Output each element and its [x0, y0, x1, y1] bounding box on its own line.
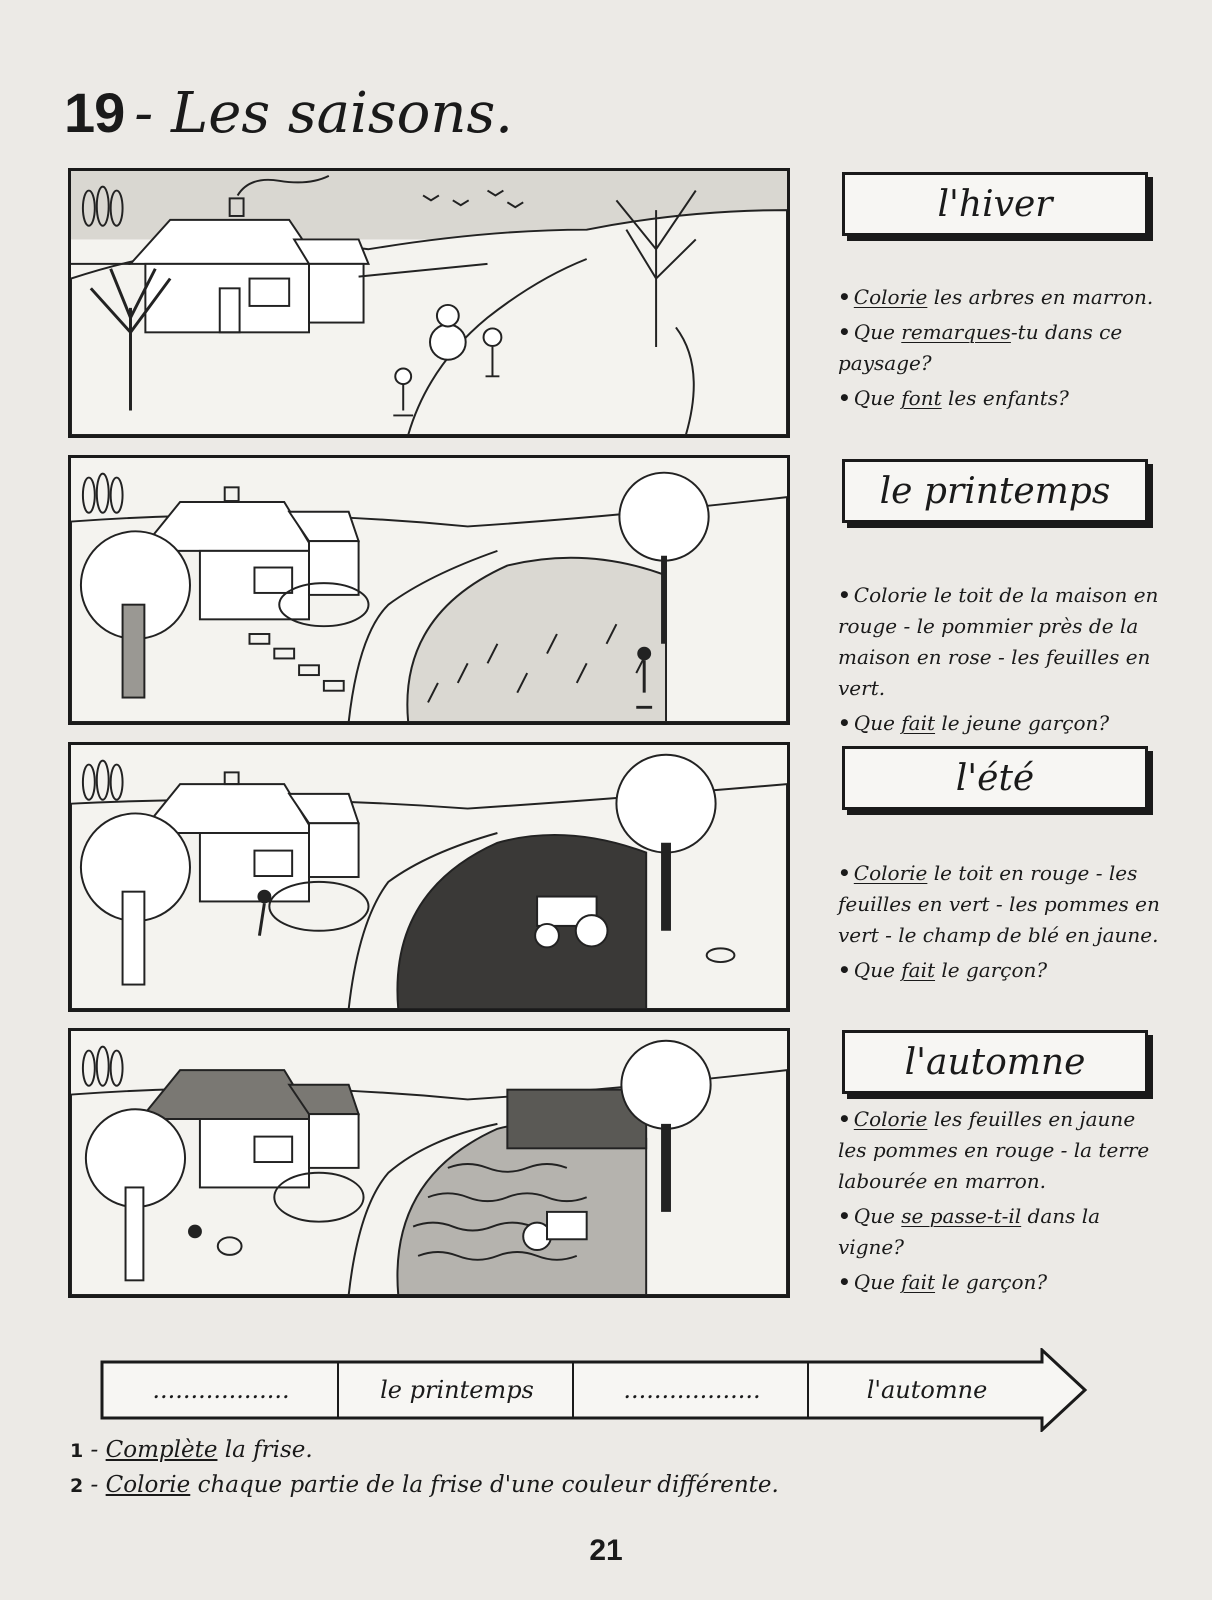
winter-illustration: [68, 168, 790, 438]
exercise-item: 2 - Colorie chaque partie de la frise d'une couleur différente.: [70, 1472, 779, 1498]
lesson-title: - Les saisons.: [134, 81, 513, 146]
season-label-autumn: l'automne: [842, 1030, 1148, 1094]
season-label-winter: l'hiver: [842, 172, 1148, 236]
instruction-item: • Colorie le toit en rouge - les feuilles en vert - les pommes en vert - le champ de blé en jaune.: [838, 861, 1160, 947]
instruction-item: • Que fait le garçon?: [838, 958, 1048, 982]
frieze-cell-3[interactable]: ..................: [623, 1376, 761, 1404]
frieze-cell-4: l'automne: [866, 1376, 988, 1404]
season-label-spring: le printemps: [842, 459, 1148, 523]
instruction-item: • Que se passe-t-il dans la vigne?: [838, 1204, 1101, 1259]
instruction-item: • Que fait le garçon?: [838, 1270, 1048, 1294]
spring-illustration: [68, 455, 790, 725]
instruction-item: • Que fait le jeune garçon?: [838, 711, 1110, 735]
instruction-item: • Colorie les feuilles en jaune les pommes en rouge - la terre labourée en marron.: [838, 1107, 1150, 1193]
lesson-number: 19: [64, 81, 125, 144]
summer-illustration: [68, 742, 790, 1012]
instruction-item: • Colorie le toit de la maison en rouge - le pommier près de la maison en rose - les feuilles en vert.: [838, 583, 1159, 700]
instruction-item: • Que remarques-tu dans ce paysage?: [838, 320, 1123, 375]
autumn-illustration: [68, 1028, 790, 1298]
summer-instructions: [838, 858, 1168, 990]
page-title: [64, 80, 513, 150]
frieze-cell-2: le printemps: [380, 1376, 534, 1404]
exercise-list: [70, 1433, 1070, 1503]
spring-instructions: [838, 580, 1168, 743]
page-number: 21: [589, 1534, 623, 1567]
instruction-item: • Colorie les arbres en marron.: [838, 285, 1154, 309]
exercise-item: 1 - Complète la frise.: [70, 1437, 313, 1463]
season-label-summer: l'été: [842, 746, 1148, 810]
frieze-cell-1[interactable]: ..................: [152, 1376, 290, 1404]
instruction-item: • Que font les enfants?: [838, 386, 1069, 410]
winter-instructions: [838, 282, 1168, 418]
autumn-instructions: [838, 1104, 1168, 1302]
season-frieze: [100, 1348, 1105, 1432]
